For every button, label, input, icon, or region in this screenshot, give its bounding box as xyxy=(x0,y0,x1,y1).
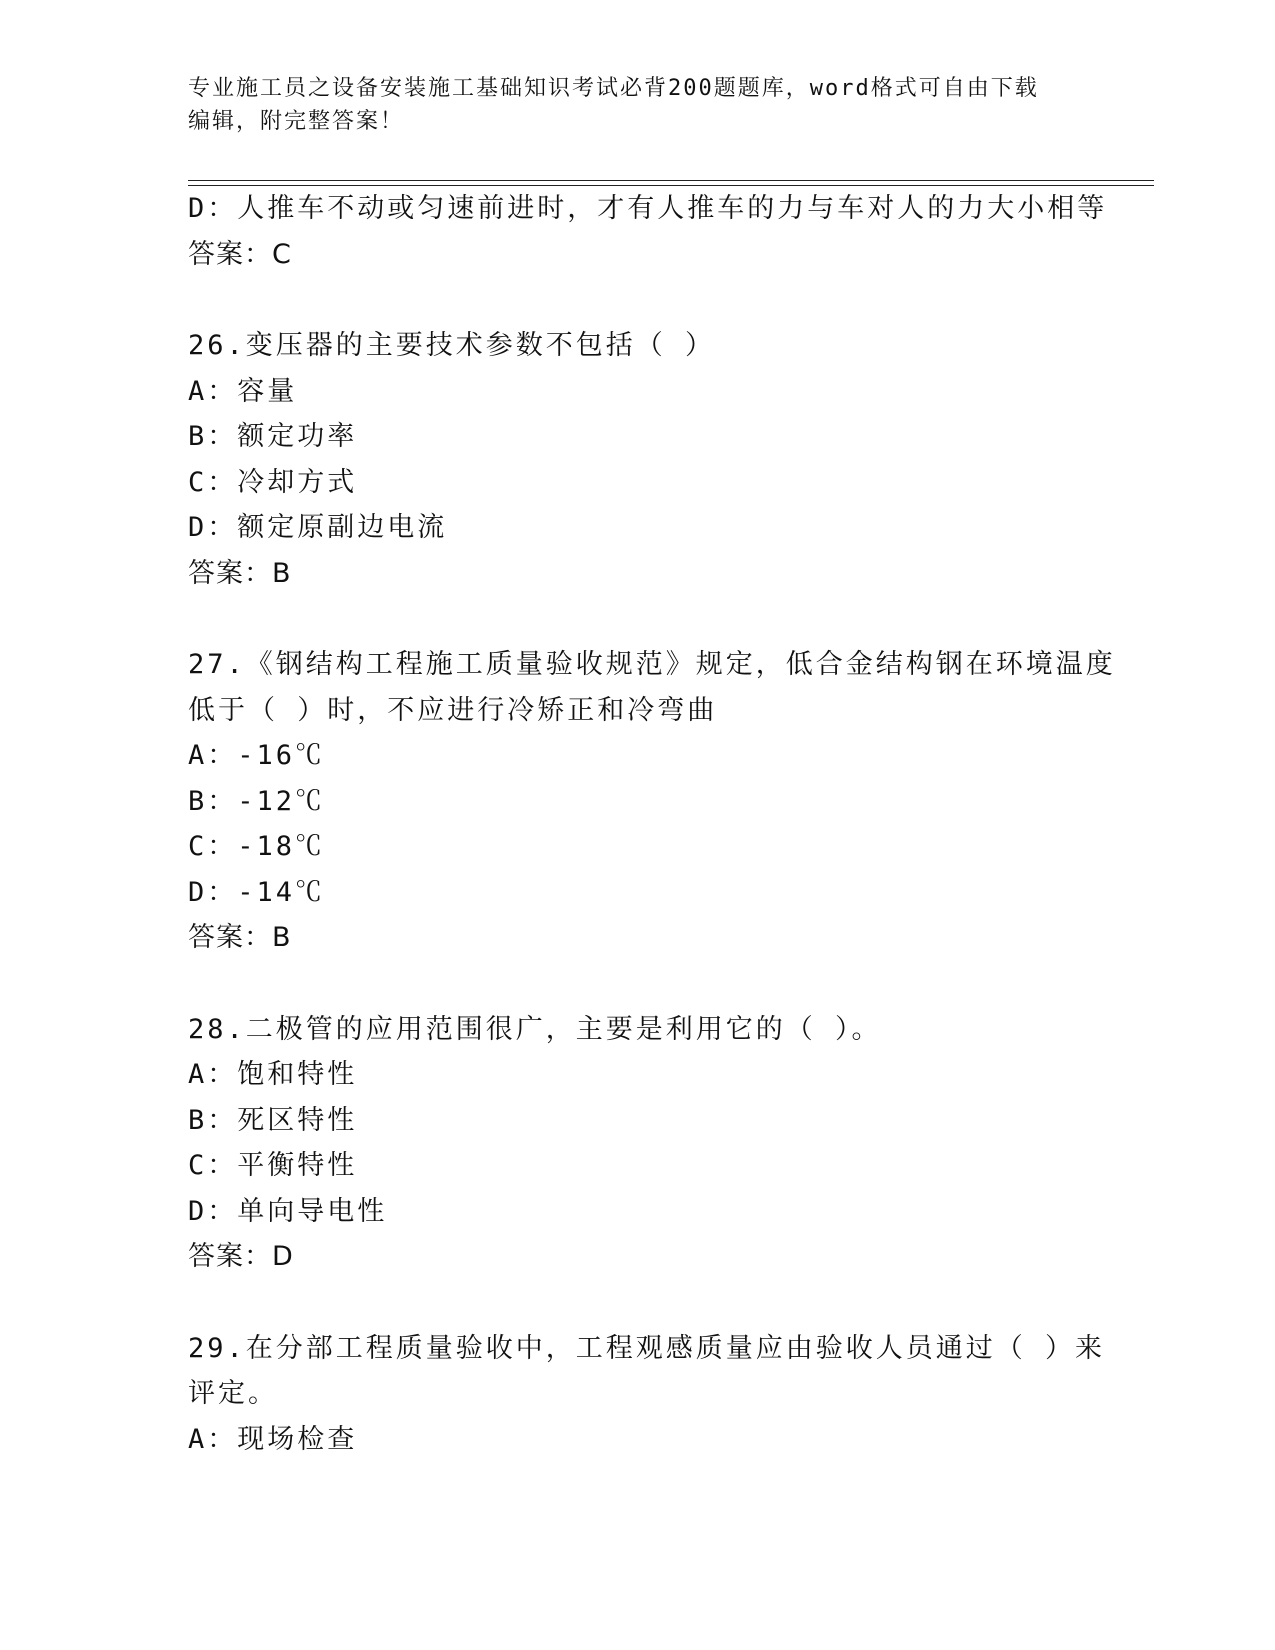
question-25-tail xyxy=(188,186,1108,277)
question-text: 27.《钢结构工程施工质量验收规范》规定，低合金结构钢在环境温度 xyxy=(188,649,1116,680)
option-b: B：-12℃ xyxy=(188,785,326,817)
spacer xyxy=(188,961,1088,1007)
option-d: D：单向导电性 xyxy=(188,1195,388,1227)
option-d: D：人推车不动或匀速前进时，才有人推车的力与车对人的力大小相等 xyxy=(188,193,1108,224)
option-a: A：饱和特性 xyxy=(188,1059,358,1090)
answer: 答案：D xyxy=(188,1241,294,1272)
header-divider-top xyxy=(188,180,1154,181)
question-text-continued: 评定。 xyxy=(188,1378,278,1409)
spacer xyxy=(188,1280,1088,1326)
option-c: C：平衡特性 xyxy=(188,1150,358,1181)
question-27 xyxy=(188,642,1116,961)
option-d: D：额定原副边电流 xyxy=(188,512,448,543)
answer: 答案：B xyxy=(188,557,292,589)
question-29 xyxy=(188,1326,1106,1463)
question-28 xyxy=(188,1007,1088,1280)
answer: 答案：C xyxy=(188,238,292,270)
option-a: A：容量 xyxy=(188,375,298,407)
question-text: 28.二极管的应用范围很广，主要是利用它的（ ）。 xyxy=(188,1013,882,1045)
spacer xyxy=(188,277,1088,323)
option-c: C：冷却方式 xyxy=(188,466,358,498)
question-text-continued: 低于（ ）时，不应进行冷矫正和冷弯曲 xyxy=(188,694,718,726)
option-a: A：现场检查 xyxy=(188,1423,358,1455)
document-header xyxy=(188,72,1068,138)
header-line-2: 编辑，附完整答案！ xyxy=(188,109,405,134)
option-d: D：-14℃ xyxy=(188,876,326,908)
option-c: C：-18℃ xyxy=(188,831,326,862)
question-text: 26.变压器的主要技术参数不包括（ ） xyxy=(188,330,716,361)
option-b: B：额定功率 xyxy=(188,421,358,452)
question-26 xyxy=(188,323,1088,596)
option-b: B：死区特性 xyxy=(188,1104,358,1136)
spacer xyxy=(188,596,1088,642)
option-a: A：-16℃ xyxy=(188,740,326,771)
question-text: 29.在分部工程质量验收中，工程观感质量应由验收人员通过（ ）来 xyxy=(188,1332,1106,1364)
question-list xyxy=(188,186,1116,1462)
answer: 答案：B xyxy=(188,922,292,953)
header-line-1: 专业施工员之设备安装施工基础知识考试必背200题题库，word格式可自由下载 xyxy=(188,76,1039,101)
